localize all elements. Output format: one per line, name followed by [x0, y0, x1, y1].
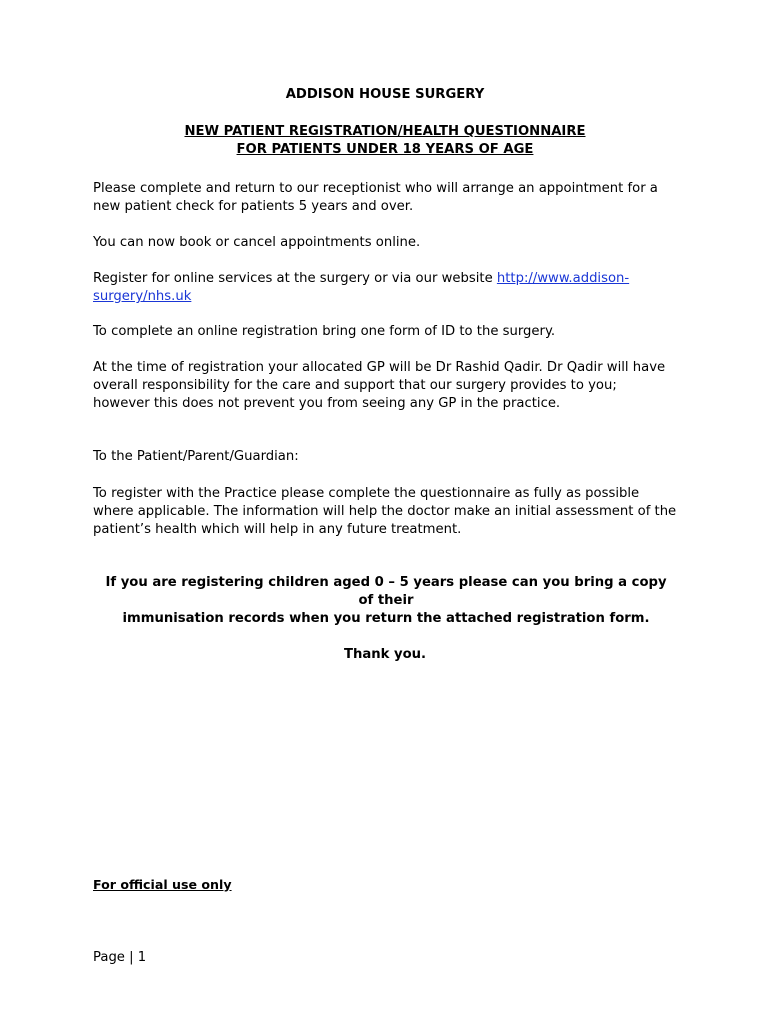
questionnaire-paragraph: To register with the Practice please complete the questionnaire as fully as possible where applicable. The information will help the doctor make an initial assessment of the patient’s health which will help in any future treatment.: [93, 486, 677, 537]
immunisation-notice: [99, 574, 673, 628]
instructions-paragraph: Please complete and return to our receptionist who will arrange an appointment for a new patient check for patients 5 years and over.: [93, 181, 658, 214]
id-requirement-paragraph: To complete an online registration bring one form of ID to the surgery.: [93, 324, 556, 339]
page-number: Page | 1: [93, 950, 147, 965]
surgery-name: ADDISON HOUSE SURGERY: [285, 87, 485, 102]
online-booking-paragraph: You can now book or cancel appointments online.: [93, 235, 421, 250]
online-services-text: Register for online services at the surgery or via our website: [93, 271, 497, 286]
title-line-2: FOR PATIENTS UNDER 18 YEARS OF AGE: [236, 142, 534, 157]
online-services-paragraph: [93, 270, 677, 306]
website-link[interactable]: http://www.addison-surgery/nhs.uk: [93, 271, 630, 304]
document-title: [93, 123, 677, 159]
official-use-heading: For official use only: [93, 877, 232, 892]
allocated-gp-paragraph: At the time of registration your allocated GP will be Dr Rashid Qadir. Dr Qadir will have overall responsibility for the care and support that our surgery provides to you; however this does not prevent you from seeing any GP in the practice.: [93, 360, 666, 411]
notice-line-2: immunisation records when you return the attached registration form.: [122, 611, 650, 626]
thank-you-text: Thank you.: [343, 647, 427, 662]
title-line-1: NEW PATIENT REGISTRATION/HEALTH QUESTIONNAIRE: [184, 124, 586, 139]
notice-line-1: If you are registering children aged 0 – 5 years please can you bring a copy of their: [105, 575, 667, 608]
salutation: To the Patient/Parent/Guardian:: [93, 449, 299, 464]
